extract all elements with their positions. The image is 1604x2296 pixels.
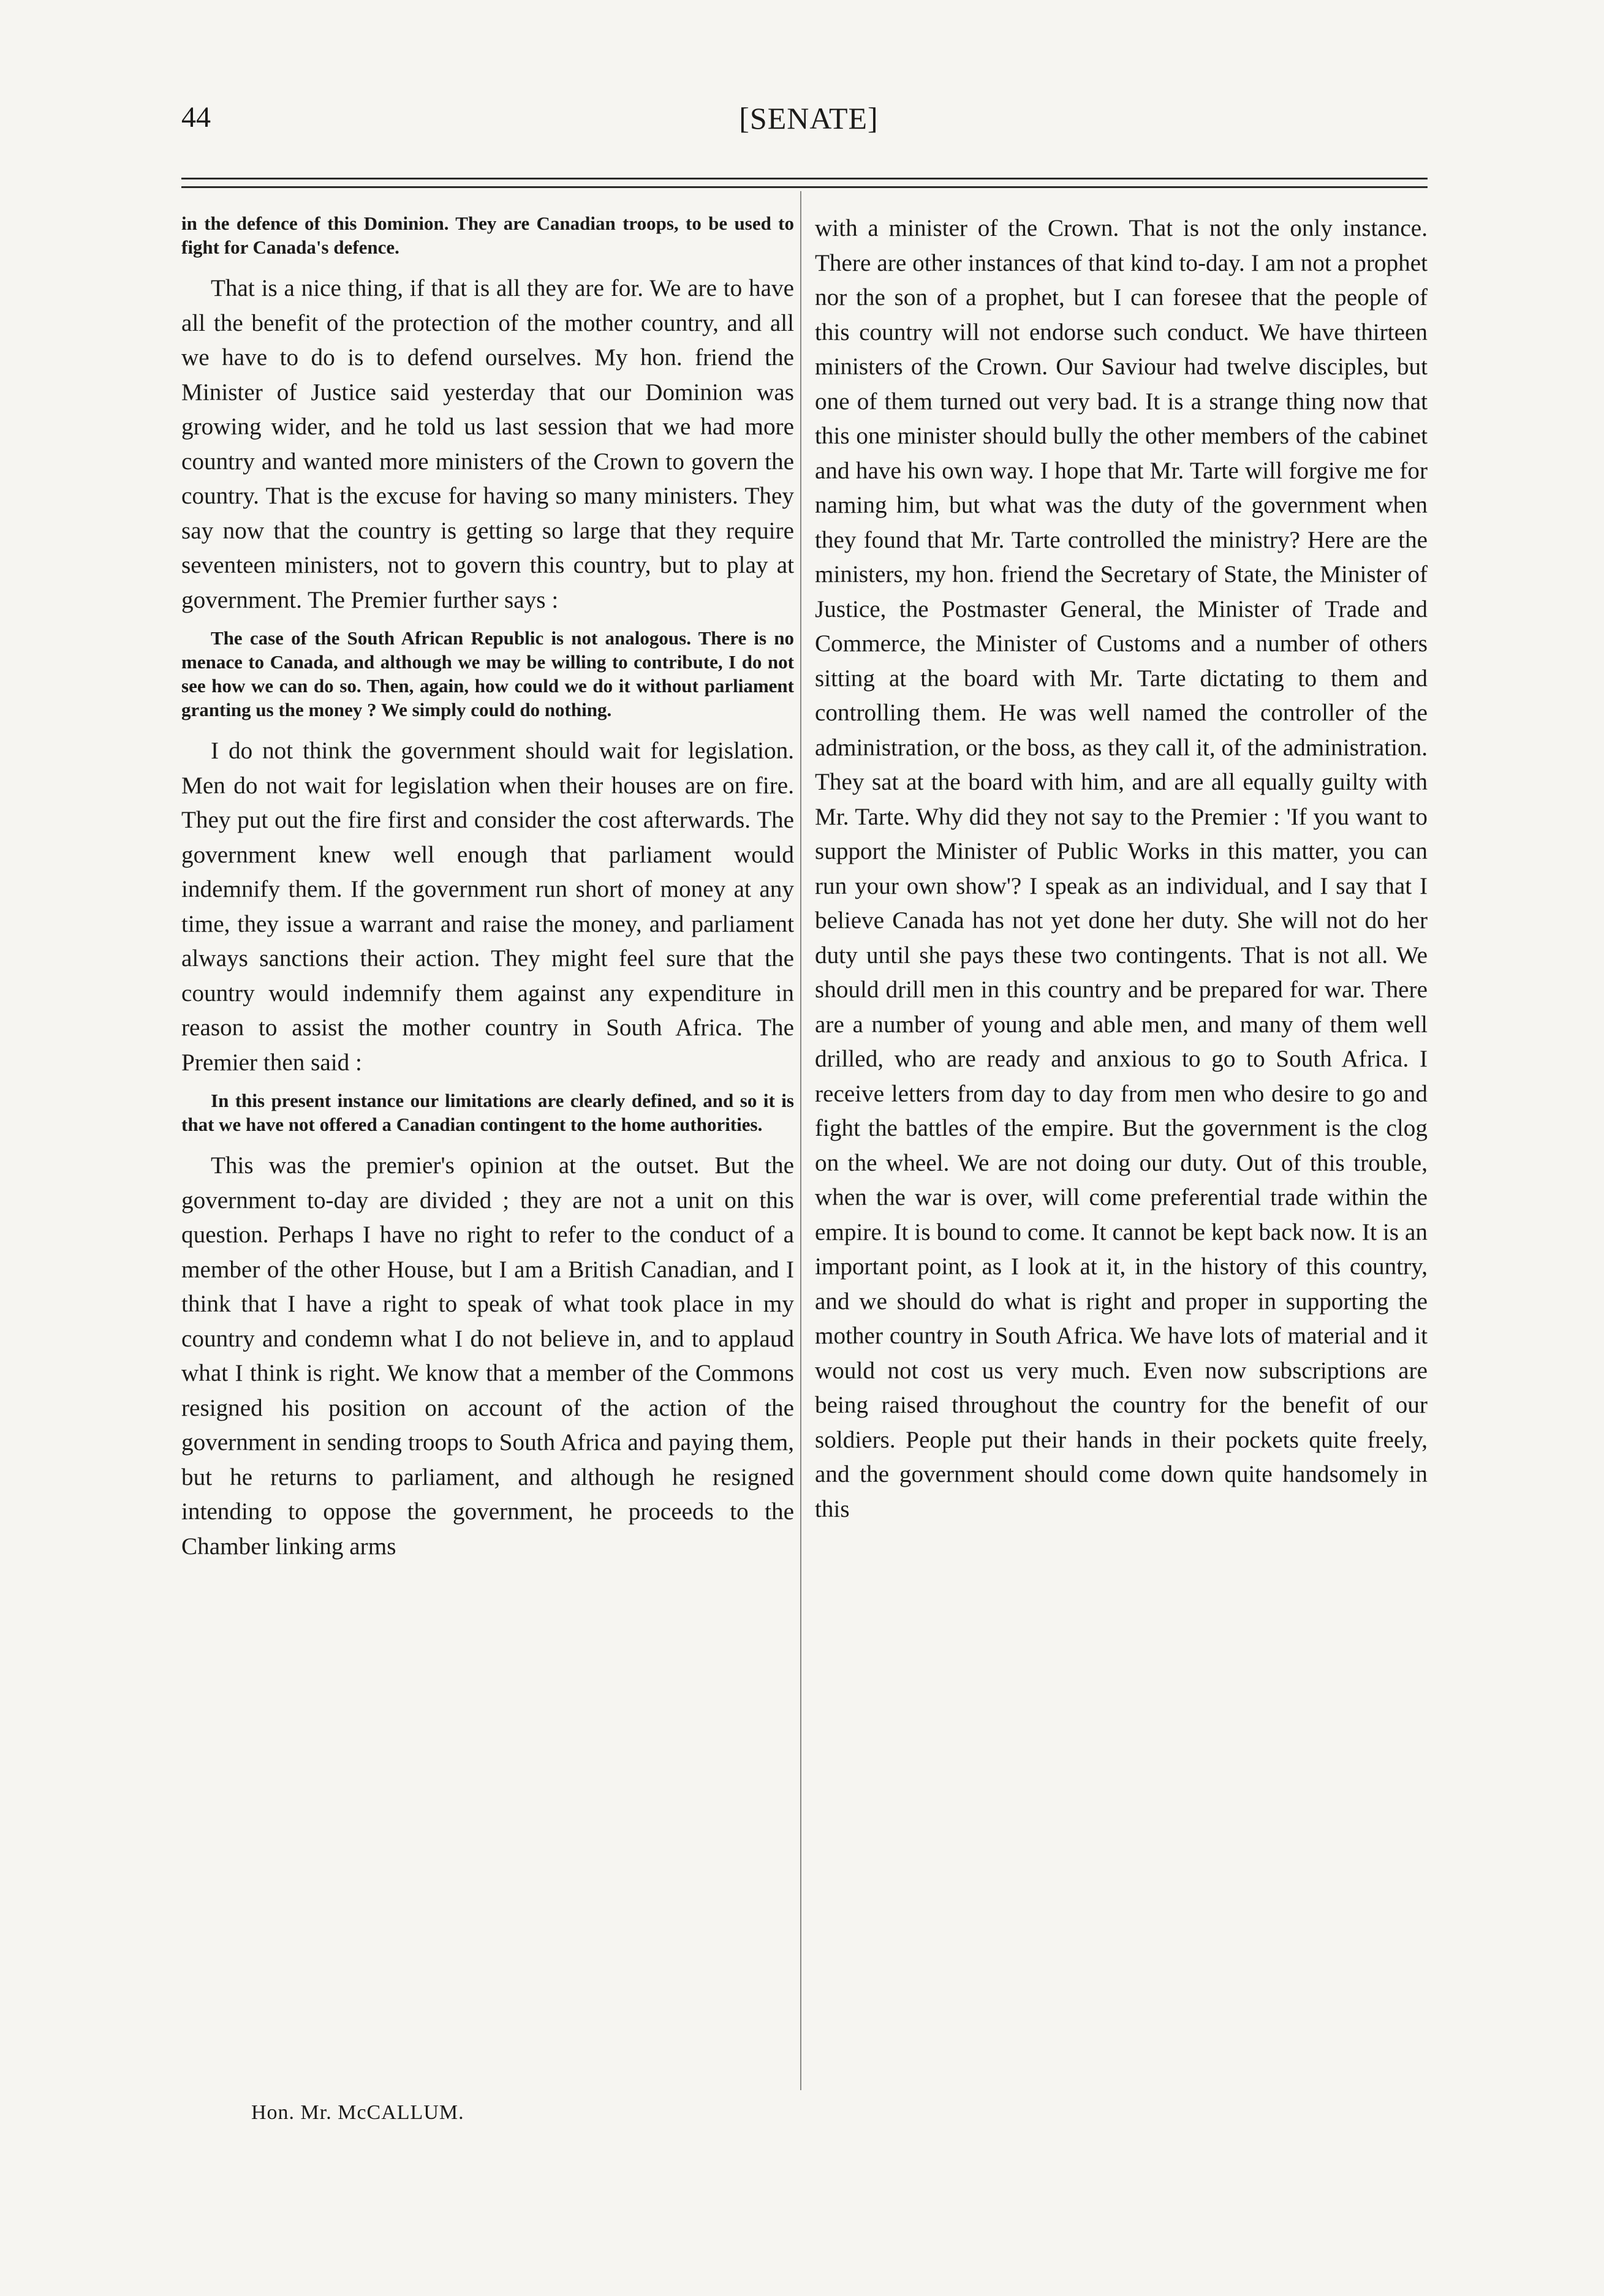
quote-block: The case of the South African Republic is not analogous. There is no menace to Canada, and although we may be willing to contribute, I do not see how we can do so. Then, again, how could we do it without parliament granting us the money ? We simply could do nothing. bbox=[181, 627, 794, 720]
right-column bbox=[815, 211, 1428, 1527]
header-rule-top bbox=[181, 178, 1428, 179]
paragraph: This was the premier's opinion at the outset. But the government to-day are divided ; they are not a unit on this question. Perhaps I have no right to refer to the conduct of a member of the other House, but I am a British Canadian, and I think that I have a right to speak of what took place in my country and condemn what I do not believe in, and to applaud what I think is right. We know that a member of the Commons resigned his position on account of the action of the government in sending troops to South Africa and paying them, but he returns to parliament, and although he resigned intending to oppose the government, he proceeds to the Chamber linking arms bbox=[181, 1152, 794, 1560]
paragraph: That is a nice thing, if that is all they are for. We are to have all the benefit of the protection of the mother country, and all we have to do is to defend ourselves. My hon. friend the Minister of Justice said yesterday that our Dominion was growing wider, and he told us last session that we had more country and wanted more ministers of the Crown to govern the country. That is the excuse for having so many ministers. They say now that the country is getting so large that they require seventeen ministers, not to govern this country, but to play at government. The Premier further says : bbox=[181, 275, 794, 613]
column-divider bbox=[800, 191, 801, 2090]
quote-block: in the defence of this Dominion. They are Canadian troops, to be used to fight for Canada's defence. bbox=[181, 213, 794, 258]
paragraph: with a minister of the Crown. That is not the only instance. There are other instances of that kind to-day. I am not a prophet nor the son of a prophet, but I can foresee that the people of this country will not endorse such conduct. We have thirteen ministers of the Crown. Our Saviour had twelve disciples, but one of them turned out very bad. It is a strange thing now that this one minister should bully the other members of the cabinet and have his own way. I hope that Mr. Tarte will forgive me for naming him, but what was the duty of the government when they found that Mr. Tarte controlled the ministry? Here are the ministers, my hon. friend the Secretary of State, the Minister of Justice, the Postmaster General, the Minister of Trade and Commerce, the Minister of Customs and a number of others sitting at the board with Mr. Tarte dictating to them and controlling them. He was well named the controller of the administration, or the boss, as they call it, of the administration. They sat at the board with him, and are all equally guilty with Mr. Tarte. Why did they not say to the Premier : 'If you want to support the Minister of Public Works in this matter, you can run your own show'? I speak as an individual, and I say that I believe Canada has not yet done her duty. She will not do her duty until she pays these two contingents. That is not all. We should drill men in this country and be prepared for war. There are a number of young and able men, and many of them well drilled, who are ready and anxious to go to South Africa. I receive letters from day to day from men who desire to go and fight the battles of the empire. But the government is the clog on the wheel. We are not doing our duty. Out of this trouble, when the war is over, will come preferential trade within the empire. It is bound to come. It cannot be kept back now. It is an important point, as I look at it, in the history of this country, and we should do what is right and proper in supporting the mother country in South Africa. We have lots of material and it would not cost us very much. Even now subscriptions are being raised throughout the country for the benefit of our soldiers. People put their hands in their pockets quite freely, and the government should come down quite handsomely in this bbox=[815, 215, 1428, 1522]
page-number: 44 bbox=[181, 101, 211, 134]
speaker-footer: Hon. Mr. McCALLUM. bbox=[251, 2101, 464, 2124]
running-title: [SENATE] bbox=[739, 101, 879, 135]
quote-block: In this present instance our limitations are clearly defined, and so it is that we have not offered a Canadian contingent to the home authorities. bbox=[181, 1090, 794, 1135]
header-rule-bottom bbox=[181, 186, 1428, 188]
left-column bbox=[181, 211, 794, 1564]
paragraph: I do not think the government should wait for legislation. Men do not wait for legislation when their houses are on fire. They put out the fire first and consider the cost afterwards. The government knew well enough that parliament would indemnify them. If the government run short of money at any time, they issue a warrant and raise the money, and parliament always sanctions their action. They might feel sure that the country would indemnify them against any expenditure in reason to assist the mother country in South Africa. The Premier then said : bbox=[181, 738, 794, 1076]
